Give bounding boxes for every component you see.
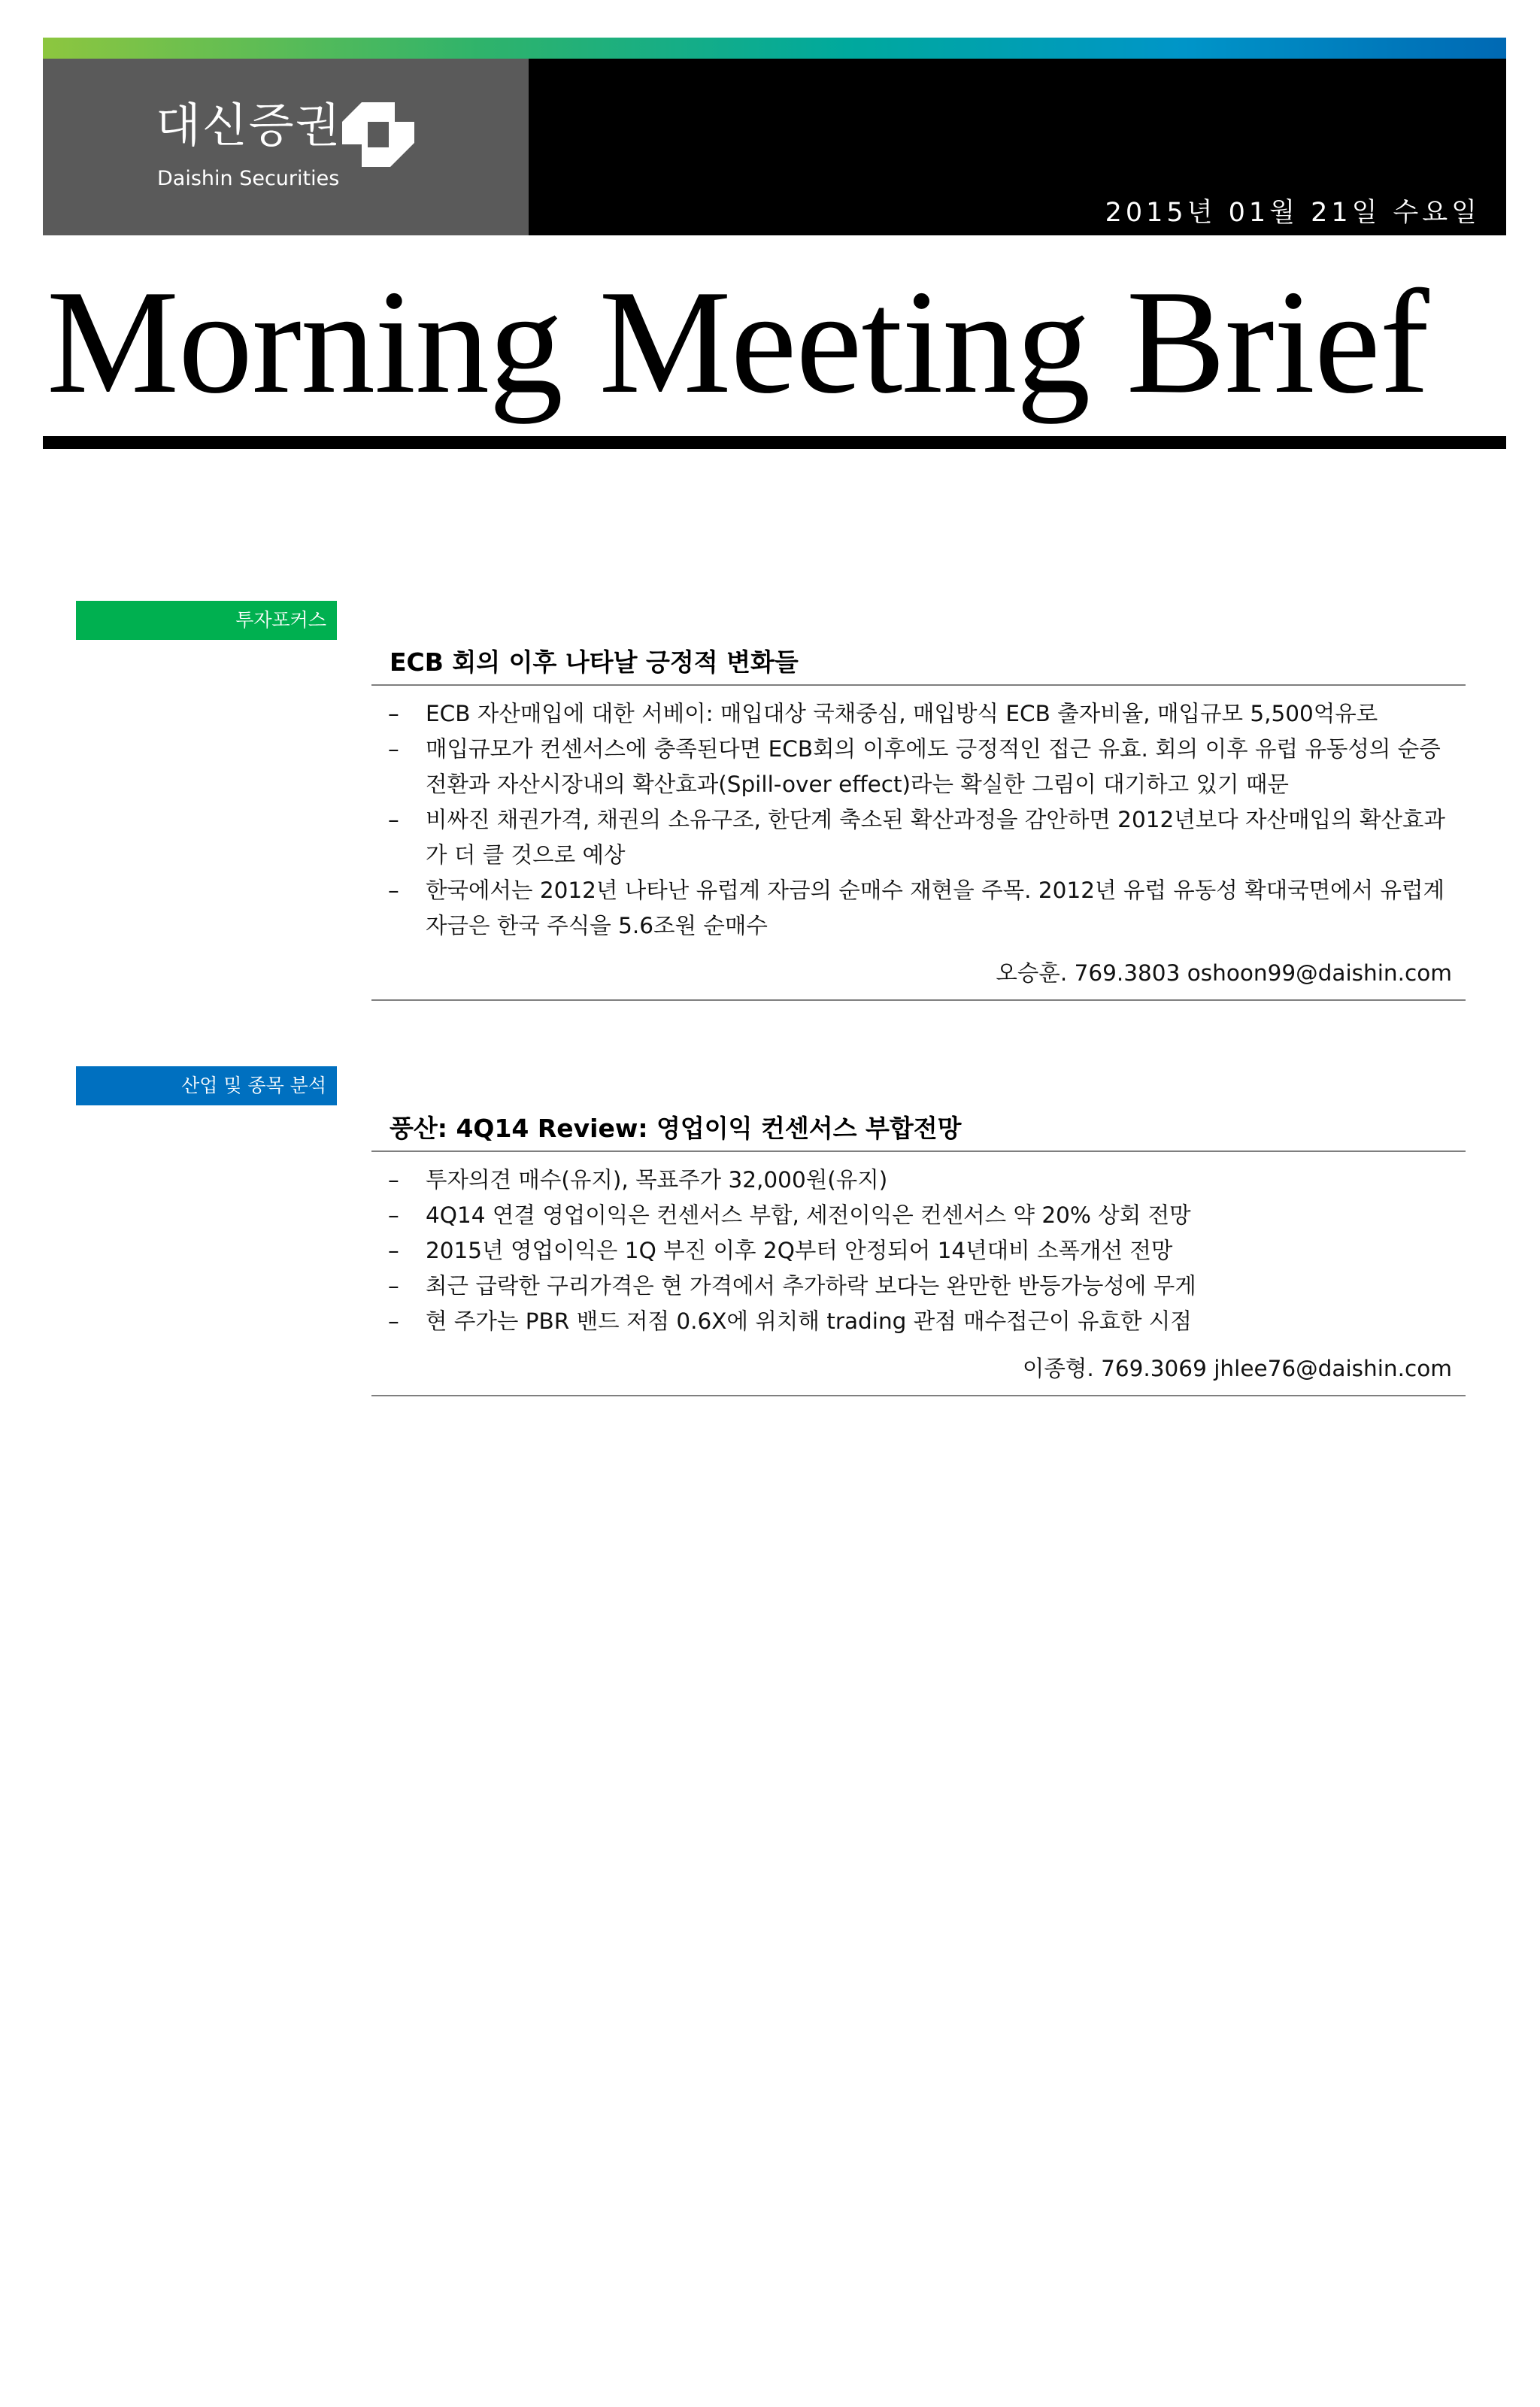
article-end-rule <box>371 1395 1466 1396</box>
logo-english-name: Daishin Securities <box>157 167 340 190</box>
dash-icon: – <box>388 1273 399 1299</box>
bullet-item: – ECB 자산매입에 대한 서베이: 매입대상 국채중심, 매입방식 ECB 출자비율, 매입규모 5,500억유로 <box>371 696 1466 732</box>
section-tag-industry-analysis: 산업 및 종목 분석 <box>76 1066 337 1105</box>
bullet-list <box>371 1163 1466 1339</box>
bullet-item: – 매입규모가 컨센서스에 충족된다면 ECB회의 이후에도 긍정적인 접근 유효. 회의 이후 유럽 유동성의 순증 전환과 자산시장내의 확산효과(Spill-over effect)라는 확실한 그림이 대기하고 있기 때문 <box>371 732 1466 802</box>
bullet-item: – 투자의견 매수(유지), 목표주가 32,000원(유지) <box>371 1163 1466 1198</box>
dash-icon: – <box>388 1238 399 1263</box>
masthead-rule <box>43 436 1506 449</box>
bullet-item: – 한국에서는 2012년 나타난 유럽계 자금의 순매수 재현을 주목. 2012년 유럽 유동성 확대국면에서 유럽계 자금은 한국 주식을 5.6조원 순매수 <box>371 873 1466 944</box>
headline-rule <box>371 1150 1466 1152</box>
dash-icon: – <box>388 807 399 832</box>
masthead-title: Morning Meeting Brief <box>47 259 1429 424</box>
article-ecb <box>371 639 1466 1001</box>
logo-panel <box>43 59 529 235</box>
daishin-logo-icon <box>342 102 414 167</box>
publication-date: 2015년 01월 21일 수요일 <box>1105 198 1481 228</box>
bullet-list <box>371 696 1466 944</box>
analyst-contact: 오승훈. 769.3803 oshoon99@daishin.com <box>996 960 1452 986</box>
dash-icon: – <box>388 1167 399 1193</box>
header-gradient-bar <box>43 38 1506 59</box>
analyst-contact: 이종형. 769.3069 jhlee76@daishin.com <box>1022 1356 1452 1381</box>
dash-icon: – <box>388 878 399 903</box>
dash-icon: – <box>388 701 399 726</box>
company-logo <box>156 98 426 200</box>
section-tag-investment-focus: 투자포커스 <box>76 601 337 640</box>
headline-rule <box>371 684 1466 686</box>
dash-icon: – <box>388 736 399 762</box>
bullet-item: – 4Q14 연결 영업이익은 컨센서스 부합, 세전이익은 컨센서스 약 20% 상회 전망 <box>371 1198 1466 1233</box>
bullet-item: – 2015년 영업이익은 1Q 부진 이후 2Q부터 안정되어 14년대비 소폭개선 전망 <box>371 1233 1466 1269</box>
article-headline: ECB 회의 이후 나타날 긍정적 변화들 <box>390 647 799 677</box>
article-end-rule <box>371 999 1466 1001</box>
dash-icon: – <box>388 1202 399 1228</box>
bullet-item: – 현 주가는 PBR 밴드 저점 0.6X에 위치해 trading 관점 매수접근이 유효한 시점 <box>371 1304 1466 1339</box>
date-panel <box>529 59 1506 235</box>
dash-icon: – <box>388 1308 399 1334</box>
article-poongsan <box>371 1105 1466 1396</box>
bullet-item: – 비싸진 채권가격, 채권의 소유구조, 한단계 축소된 확산과정을 감안하면 2012년보다 자산매입의 확산효과가 더 클 것으로 예상 <box>371 802 1466 873</box>
bullet-item: – 최근 급락한 구리가격은 현 가격에서 추가하락 보다는 완만한 반등가능성에 무게 <box>371 1269 1466 1304</box>
logo-korean-name: 대신증권 <box>156 98 342 153</box>
article-headline: 풍산: 4Q14 Review: 영업이익 컨센서스 부합전망 <box>390 1114 962 1143</box>
